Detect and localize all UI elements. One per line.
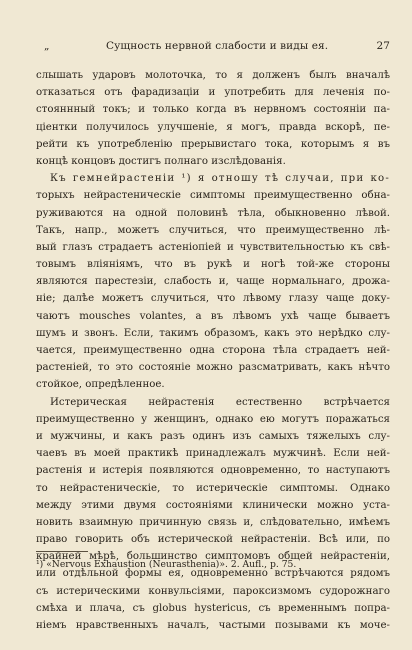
- text-line: ніемъ нравственныхъ началъ, частыми позывами къ моче-: [36, 620, 390, 631]
- footnote-rule: [36, 551, 88, 552]
- text-line: растенія и истерія появляются одновременно, то наступаютъ: [36, 465, 390, 477]
- text-line: смѣха и плача, съ globus hystericus, съ временнымъ попра-: [36, 602, 390, 614]
- text-line: право говорить объ истерической нейрастеніи. Всѣ или, по: [36, 534, 390, 546]
- text-line: ціентки получилось улучшеніе, я могъ, правда вскорѣ, пе-: [36, 121, 390, 133]
- text-line: торыхъ нейрастеническіе симптомы преимущественно обна-: [36, 190, 390, 202]
- text-line: товымъ вліяніямъ, что въ рукѣ и ногѣ той-же стороны: [36, 259, 390, 271]
- text-line: слышать ударовъ молоточка, то я долженъ былъ вначалѣ: [36, 70, 390, 81]
- text-line: шумъ и звонъ. Если, такимъ образомъ, какъ это нерѣдко слу-: [36, 327, 390, 339]
- text-line: между этими двумя состояніями клинически можно уста-: [36, 499, 390, 511]
- text-line: крайней мѣрѣ, большинство симптомовъ общей нейрастеніи,: [36, 551, 390, 563]
- text-line: чается, преимущественно одна сторона тѣла страдаетъ ней-: [36, 345, 390, 356]
- text-line: концѣ концовъ достигъ полнаго изслѣдованія.: [36, 155, 286, 167]
- page-number: 27: [376, 40, 390, 52]
- text-line: рейти къ употребленію прерывистаго тока, которымъ я въ: [36, 138, 390, 150]
- text-line: являются парестезіи, слабость и, чаще нормальнаго, дрожа-: [36, 276, 390, 288]
- footnote: ¹) «Nervous Exhaustion (Neurasthenia)». 2. Aufl., p. 75.: [36, 559, 297, 570]
- text-line: новить взаимную причинную связь и, слѣдовательно, имѣемъ: [36, 516, 390, 528]
- text-line: то нейрастеническіе, то истерическіе симптомы. Однако: [36, 482, 390, 494]
- text-line: чаютъ mouschеs volantes, а въ лѣвомъ ухѣ чаще бываетъ: [36, 310, 390, 322]
- text-line: и мужчины, и какъ разъ одинъ изъ самыхъ тяжелыхъ слу-: [36, 430, 390, 442]
- text-line: преимущественно у женщинъ, однако ею могутъ поражаться: [36, 413, 390, 425]
- text-line: или отдѣльной формы ея, одновременно встрѣчаются рядомъ: [36, 568, 390, 580]
- text-line: ніе; далѣе можетъ случиться, что лѣвому глазу чаще доку-: [36, 293, 390, 305]
- body-text: [36, 67, 390, 634]
- text-line: стойкое, опредѣленное.: [36, 379, 165, 391]
- text-line: руживаются на одной половинѣ тѣла, обыкновенно лѣвой.: [36, 207, 390, 219]
- text-line: стояннный токъ; и только когда въ нервномъ состояніи па-: [36, 104, 390, 116]
- text-line: Такъ, напр., можетъ случиться, что преимущественно лѣ-: [36, 224, 390, 236]
- running-header: [36, 40, 390, 56]
- header-title: Сущность нервной слабости и виды ея.: [106, 40, 329, 52]
- paragraph-start-line: Къ гемнейрастеніи ¹) я отношу тѣ случаи, при ко-: [50, 173, 390, 185]
- text-line: чаевъ въ моей практикѣ принадлежалъ мужчинѣ. Если ней-: [36, 448, 390, 460]
- header-mark: „: [44, 40, 50, 52]
- text-line: вый глазъ страдаетъ астеніопіей и чувствительностью къ свѣ-: [36, 241, 390, 253]
- text-line: отказаться отъ фарадизаціи и употребить для леченія по-: [36, 87, 390, 99]
- text-line: съ истерическими конвульсіями, пароксизмомъ судорожнаго: [36, 585, 390, 597]
- paragraph-start-line: Истерическая нейрастенія естественно встрѣчается: [50, 396, 390, 408]
- text-line: растеніей, то это состояніе можно разсматривать, какъ нѣчто: [36, 362, 390, 374]
